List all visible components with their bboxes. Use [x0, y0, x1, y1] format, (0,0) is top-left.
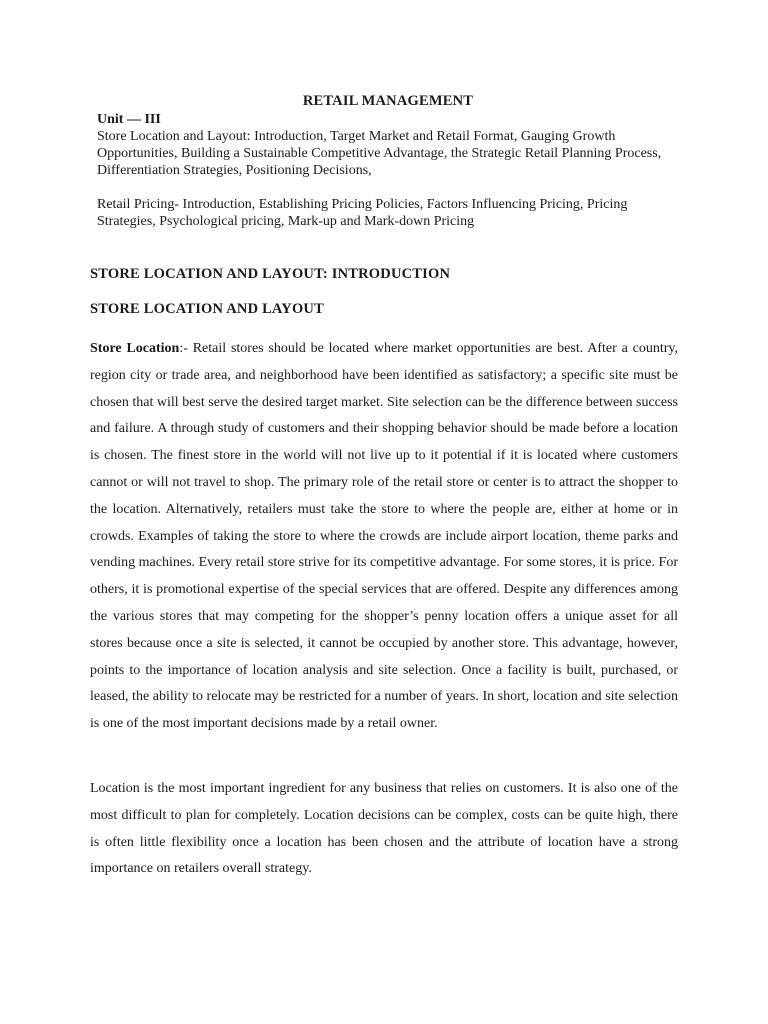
section-heading: STORE LOCATION AND LAYOUT [90, 301, 324, 317]
location-importance-paragraph: Location is the most important ingredient for any business that relies on customers. It is also one of the most difficult to plan for completely. Location decisions can be complex, costs can be quite high, there is often little flexibility once a location has been chosen and the attribute of location have a strong importance on retailers overall strategy. [90, 781, 678, 877]
store-location-term: Store Location [90, 341, 180, 356]
document-title: RETAIL MANAGEMENT [302, 93, 474, 109]
unit-heading: Unit — III [97, 112, 161, 127]
store-location-text: :- Retail stores should be located where market opportunities are best. After a country, region city or trade area, and neighborhood have been identified as satisfactory; a specific site must be chosen that will best serve the desired target market. Site selection can be the difference between success and failure. A through study of customers and their shopping behavior should be made before a location is chosen. The finest store in the world will not live up to it potential if it is located where customers cannot or will not travel to shop. The primary role of the retail store or center is to attract the shopper to the location. Alternatively, retailers must take the store to where the people are, either at home or in crowds. Examples of taking the store to where the crowds are include airport location, theme parks and vending machines. Every retail store strive for its competitive advantage. For some stores, it is price. For others, it is promotional expertise of the special services that are offered. Despite any differences among the various stores that may competing for the shopper’s penny location offers a unique asset for all stores because once a site is selected, it cannot be occupied by another store. This advantage, however, points to the importance of location analysis and site selection. Once a facility is built, purchased, or leased, the ability to relocate may be restricted for a number of years. In short, location and site selection is one of the most important decisions made by a retail owner. [90, 341, 679, 732]
unit-topics-store-location: Store Location and Layout: Introduction, Target Market and Retail Format, Gauging Growth Opportunities, Building a Sustainable Competitive Advantage, the Strategic Retail Planning Process, Differentiation Strategies, Positioning Decisions, [97, 129, 662, 178]
intro-heading: STORE LOCATION AND LAYOUT: INTRODUCTION [90, 266, 451, 282]
store-location-paragraph [90, 336, 678, 738]
unit-overview [97, 111, 677, 230]
unit-topics-retail-pricing: Retail Pricing- Introduction, Establishing Pricing Policies, Factors Influencing Pricing, Pricing Strategies, Psychological pricing, Mark-up and Mark-down Pricing [97, 197, 628, 229]
